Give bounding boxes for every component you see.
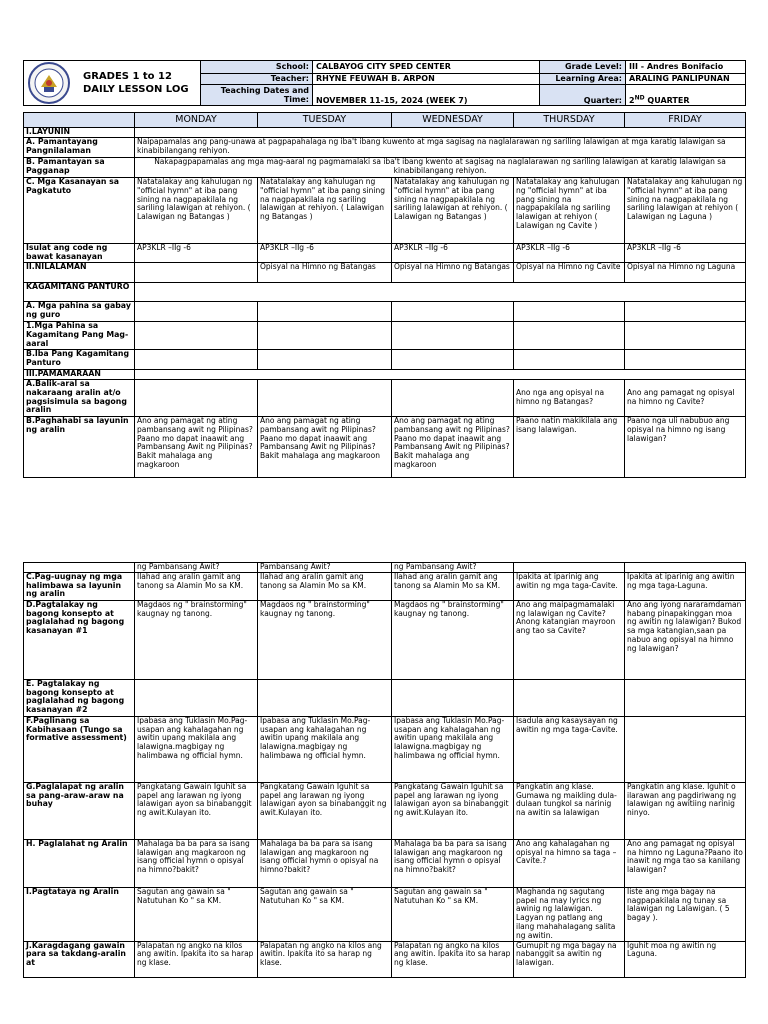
kasanayan-wednesday: Natatalakay ang kahulugan ng "official hymn" at iba pang sining na nagpapakilala ng sariling lalawigan at rehiyon. ( Lalawigan ng Batangas ) — [392, 178, 514, 244]
row-label-paglinang: F.Paglinang sa Kabihasaan (Tungo sa formative assessment) — [24, 716, 135, 782]
title-line-2: DAILY LESSON LOG — [83, 84, 189, 95]
balik-aral-wednesday — [392, 380, 514, 417]
pahina-monday — [135, 322, 258, 350]
pagtalakay-2-tuesday — [258, 679, 392, 716]
pahina-tuesday — [258, 322, 392, 350]
paglalahat-thursday: Ano ang kahalagahan ng opisyal na himno sa taga –Cavite.? — [514, 839, 625, 887]
quarter-word: QUARTER — [647, 96, 690, 105]
karagdagang-monday: Palapatan ng angko na kilos ang awitin. Ipakita ito sa harap ng klase. — [135, 941, 258, 977]
row-label-iba-pang-kagamitan: B.Iba Pang Kagamitang Panturo — [24, 350, 135, 370]
corner-cell — [24, 113, 135, 128]
continued-friday — [625, 563, 746, 573]
school-label: School: — [201, 61, 313, 74]
row-label-pagtataya: I.Pagtataya ng Aralin — [24, 887, 135, 941]
lesson-log-page-2 — [23, 562, 745, 978]
nilalaman-monday — [135, 263, 258, 283]
row-label-pagtalakay-1: D.Pagtalakay ng bagong konsepto at paglalahad ng bagong kasanayan #1 — [24, 600, 135, 679]
lesson-log-page-1 — [23, 60, 745, 478]
pagtataya-friday: Iiste ang mga bagay na nagpapakilala ng tunay sa lalawigan ng Lalawigan. ( 5 bagay ). — [625, 887, 746, 941]
paghahabi-thursday: Paano natin makikilala ang isang lalawigan. — [514, 417, 625, 478]
row-label-kasanayan: C. Mga Kasanayan sa Pagkatuto — [24, 178, 135, 244]
pagtataya-wednesday: Sagutan ang gawain sa " Natutuhan Ko " sa KM. — [392, 887, 514, 941]
karagdagang-wednesday: Palapatan ng angko na kilos ang awitin. Ipakita ito sa harap ng klase. — [392, 941, 514, 977]
row-label-pag-uugnay: C.Pag-uugnay ng mga halimbawa sa layunin ng aralin — [24, 572, 135, 600]
paghahabi-friday: Paano nga uli nabubuo ang opisyal na himno ng isang lalawigan? — [625, 417, 746, 478]
title-line-1: GRADES 1 to 12 — [83, 71, 172, 82]
quarter-value — [626, 85, 746, 106]
row-label-paghahabi: B.Paghahabi sa layunin ng aralin — [24, 417, 135, 478]
section-layunin: I.LAYUNIN — [24, 128, 135, 138]
row-label-paglalahat: H. Paglalahat ng Aralin — [24, 839, 135, 887]
row-label-balik-aral: A.Balik-aral sa nakaraang aralin at/o pagsisimula sa bagong aralin — [24, 380, 135, 417]
lesson-table-part-2 — [23, 562, 746, 978]
paglinang-tuesday: Ipabasa ang Tuklasin Mo.Pag-usapan ang kahalagahan ng awitin upang makilala ang lalawigna.magbigay ng halimbawa ng official hymn. — [258, 716, 392, 782]
gabay-monday — [135, 302, 258, 322]
row-label-kagamitang-pang-mag-aaral: 1.Mga Pahina sa Kagamitang Pang Mag-aaral — [24, 322, 135, 350]
layunin-empty — [135, 128, 746, 138]
continued-thursday — [514, 563, 625, 573]
kasanayan-friday: Natatalakay ang kahulugan ng "official hymn" at iba pang sining na nagpapakilala ng sariling lalawigan at rehiyon ( Lalawigan ng Laguna ) — [625, 178, 746, 244]
karagdagang-friday: Iguhit moa ng awitin ng Laguna. — [625, 941, 746, 977]
paglalapat-friday: Pangkatin ang klase. Iguhit o ilarawan ang pagdiriwang ng lalawigan ng awitiing narinig ninyo. — [625, 782, 746, 839]
pag-uugnay-thursday: Ipakita at iparinig ang awitin ng mga taga-Cavite. — [514, 572, 625, 600]
deped-seal-icon — [27, 61, 71, 105]
grade-value: III - Andres Bonifacio — [626, 61, 746, 74]
pagtalakay-2-monday — [135, 679, 258, 716]
row-label-pagtalakay-2: E. Pagtalakay ng bagong konsepto at paglalahad ng bagong kasanayan #2 — [24, 679, 135, 716]
row-label-nilalaman: II.NILALAMAN — [24, 263, 135, 283]
paglinang-thursday: Isadula ang kasaysayan ng awitin ng mga taga-Cavite. — [514, 716, 625, 782]
header-title-cell — [24, 61, 201, 106]
pamamaraan-empty — [135, 370, 746, 380]
continued-monday: ng Pambansang Awit? — [135, 563, 258, 573]
code-tuesday: AP3KLR –IIg -6 — [258, 244, 392, 263]
gabay-tuesday — [258, 302, 392, 322]
continued-label — [24, 563, 135, 573]
day-header-thursday: THURSDAY — [514, 113, 625, 128]
paglalapat-monday: Pangkatang Gawain Iguhit sa papel ang larawan ng iyong lalawigan ayon sa binabanggit ng awit.Kulayan ito. — [135, 782, 258, 839]
nilalaman-thursday: Opisyal na Himno ng Cavite — [514, 263, 625, 283]
area-label: Learning Area: — [540, 73, 626, 85]
row-label-gabay-ng-guro: A. Mga pahina sa gabay ng guro — [24, 302, 135, 322]
kagamitang-panturo-empty — [135, 283, 746, 302]
code-friday: AP3KLR –IIg -6 — [625, 244, 746, 263]
balik-aral-tuesday — [258, 380, 392, 417]
gabay-wednesday — [392, 302, 514, 322]
iba-tuesday — [258, 350, 392, 370]
quarter-label: Quarter: — [540, 85, 626, 106]
day-header-monday: MONDAY — [135, 113, 258, 128]
row-label-pamantayang-pangnilalaman: A. Pamantayang Pangnilalaman — [24, 138, 135, 158]
row-label-kagamitang-panturo: KAGAMITANG PANTURO — [24, 283, 135, 302]
paglalapat-tuesday: Pangkatang Gawain Iguhit sa papel ang larawan ng iyong lalawigan ayon sa binabanggit ng awit.Kulayan ito. — [258, 782, 392, 839]
iba-monday — [135, 350, 258, 370]
pagtalakay-1-thursday: Ano ang maipagmamalaki ng lalawigan ng Cavite? Anong katangian mayroon ang tao sa Cavite? — [514, 600, 625, 679]
iba-friday — [625, 350, 746, 370]
pagtalakay-2-wednesday — [392, 679, 514, 716]
continued-wednesday: ng Pambansang Awit? — [392, 563, 514, 573]
day-header-friday: FRIDAY — [625, 113, 746, 128]
paghahabi-tuesday: Ano ang pamagat ng ating pambansang awit ng Pilipinas? Paano mo dapat inaawit ang Pambansang Awit ng Pilipinas? Bakit mahalaga ang magkaroon — [258, 417, 392, 478]
paglalahat-friday: Ano ang pamagat ng opisyal na himno ng Laguna?Paano ito inawit ng mga tao sa kanilang lalawigan? — [625, 839, 746, 887]
code-wednesday: AP3KLR –IIg -6 — [392, 244, 514, 263]
iba-thursday — [514, 350, 625, 370]
nilalaman-friday: Opisyal na Himno ng Laguna — [625, 263, 746, 283]
teacher-value: RHYNE FEUWAH B. ARPON — [313, 73, 540, 85]
code-monday: AP3KLR –IIg -6 — [135, 244, 258, 263]
code-thursday: AP3KLR –IIg -6 — [514, 244, 625, 263]
pagtalakay-1-wednesday: Magdaos ng " brainstorming" kaugnay ng tanong. — [392, 600, 514, 679]
dates-label-line-2: Time: — [283, 95, 309, 105]
karagdagang-tuesday: Palapatan ng angko na kilos ang awitin. Ipakita ito sa harap ng klase. — [258, 941, 392, 977]
day-header-wednesday: WEDNESDAY — [392, 113, 514, 128]
school-value: CALBAYOG CITY SPED CENTER — [313, 61, 540, 74]
iba-wednesday — [392, 350, 514, 370]
teacher-label: Teacher: — [201, 73, 313, 85]
day-header-tuesday: TUESDAY — [258, 113, 392, 128]
quarter-suffix: ND — [634, 94, 645, 102]
paglalahat-wednesday: Mahalaga ba ba para sa isang lalawigan ang magkaroon ng isang official hymn o opisyal na himno?bakit? — [392, 839, 514, 887]
paglinang-friday — [625, 716, 746, 782]
row-label-code: Isulat ang code ng bawat kasanayan — [24, 244, 135, 263]
pagtalakay-1-tuesday: Magdaos ng " brainstorming" kaugnay ng tanong. — [258, 600, 392, 679]
pagtalakay-1-monday: Magdaos ng " brainstorming" kaugnay ng tanong. — [135, 600, 258, 679]
kasanayan-tuesday: Natatalakay ang kahulugan ng "official hymn" at iba pang sining na nagpapakilala ng sariling lalawigan at rehiyon. ( Lalawigan ng Batangas ) — [258, 178, 392, 244]
pahina-wednesday — [392, 322, 514, 350]
gabay-friday — [625, 302, 746, 322]
paghahabi-monday: Ano ang pamagat ng ating pambansang awit ng Pilipinas? Paano mo dapat inaawit ang Pambansang Awit ng Pilipinas? Bakit mahalaga ang magkaroon — [135, 417, 258, 478]
paghahabi-wednesday: Ano ang pamagat ng ating pambansang awit ng Pilipinas? Paano mo dapat inaawit ang Pambansang Awit ng Pilipinas? Bakit mahalaga ang magkaroon — [392, 417, 514, 478]
pagtalakay-2-thursday — [514, 679, 625, 716]
pag-uugnay-tuesday: Ilahad ang aralin gamit ang tanong sa Alamin Mo sa KM. — [258, 572, 392, 600]
balik-aral-friday: Ano ang pamagat ng opisyal na himno ng Cavite? — [625, 380, 746, 417]
row-label-paglalapat: G.Paglalapat ng aralin sa pang-araw-araw na buhay — [24, 782, 135, 839]
pagtataya-thursday: Maghanda ng sagutang papel na may lyrics ng awinig ng lalawigan. Lagyan ng patlang ang ilang mahahalagang salita ng awitin. — [514, 887, 625, 941]
balik-aral-monday — [135, 380, 258, 417]
kasanayan-thursday: Natatalakay ang kahulugan ng "official hymn" at iba pang sining na nagpapakilala ng sariling lalawigan at rehiyon ( Lalawigan ng Cavite ) — [514, 178, 625, 244]
quarter-number: 2 — [629, 96, 635, 105]
section-pamamaraan: III.PAMAMARAAN — [24, 370, 135, 380]
lesson-table-part-1 — [23, 112, 746, 478]
dates-value: NOVEMBER 11-15, 2024 (WEEK 7) — [313, 85, 540, 106]
pag-uugnay-friday: Ipakita at iparinig ang awitin ng mga taga-Laguna. — [625, 572, 746, 600]
pag-uugnay-wednesday: Ilahad ang aralin gamit ang tanong sa Alamin Mo sa KM. — [392, 572, 514, 600]
nilalaman-wednesday: Opisyal na Himno ng Batangas — [392, 263, 514, 283]
pagtalakay-2-friday — [625, 679, 746, 716]
row-label-karagdagang-gawain: J.Karagdagang gawain para sa takdang-aralin at — [24, 941, 135, 977]
pamantayan-sa-pagganap-text: Nakapagpapamalas ang mga mag-aaral ng pagmamalaki sa iba't ibang kwento at sagisag na naglalarawan ng sariling lalawigan at karatig lalawigan sa kinabibilangang rehiyon. — [135, 158, 746, 178]
nilalaman-tuesday: Opisyal na Himno ng Batangas — [258, 263, 392, 283]
paglalahat-monday: Mahalaga ba ba para sa isang lalawigan ang magkaroon ng isang official hymn o opisyal na himno?bakit? — [135, 839, 258, 887]
grade-label: Grade Level: — [540, 61, 626, 74]
paglalapat-wednesday: Pangkatang Gawain Iguhit sa papel ang larawan ng iyong lalawigan ayon sa binabanggit ng awit.Kulayan ito. — [392, 782, 514, 839]
paglinang-monday: Ipabasa ang Tuklasin Mo.Pag-usapan ang kahalagahan ng awitin upang makilala ang lalawigna.magbigay ng halimbawa ng official hymn. — [135, 716, 258, 782]
paglalahat-tuesday: Mahalaga ba ba para sa isang lalawigan ang magkaroon ng isang official hymn o opisyal na himno?bakit? — [258, 839, 392, 887]
pag-uugnay-monday: Ilahad ang aralin gamit ang tanong sa Alamin Mo sa KM. — [135, 572, 258, 600]
dates-label — [201, 85, 313, 106]
continued-tuesday: Pambansang Awit? — [258, 563, 392, 573]
area-value: ARALING PANLIPUNAN — [626, 73, 746, 85]
karagdagang-thursday: Gumupit ng mga bagay na nabanggit sa awitin ng lalawigan. — [514, 941, 625, 977]
pamantayang-pangnilalaman-text: Naipapamalas ang pang-unawa at pagpapahalaga ng iba't ibang kuwento at mga sagisag na naglalarawan ng sariling lalawigan at mga karatig lalawigan sa kinabibilangang rehiyon. — [135, 138, 746, 158]
paglinang-wednesday: Ipabasa ang Tuklasin Mo.Pag-usapan ang kahalagahan ng awitin upang makilala ang lalawigna.magbigay ng halimbawa ng official hymn. — [392, 716, 514, 782]
dates-label-line-1: Teaching Dates and — [220, 86, 309, 96]
balik-aral-thursday: Ano nga ang opisyal na himno ng Batangas? — [514, 380, 625, 417]
pagtalakay-1-friday: Ano ang iyong nararamdaman habang pinapakinggan moa ng awitin ng lalawigan? Bukod sa mga katangian,saan pa nabuo ang opisyal na himno ng lalawigan? — [625, 600, 746, 679]
pagtataya-tuesday: Sagutan ang gawain sa " Natutuhan Ko " sa KM. — [258, 887, 392, 941]
pagtataya-monday: Sagutan ang gawain sa " Natutuhan Ko " sa KM. — [135, 887, 258, 941]
header-table — [23, 60, 746, 106]
pahina-friday — [625, 322, 746, 350]
paglalapat-thursday: Pangkatin ang klase. Gumawa ng maikling dula-dulaan tungkol sa narinig na awitin sa lalawigan — [514, 782, 625, 839]
pahina-thursday — [514, 322, 625, 350]
kasanayan-monday: Natatalakay ang kahulugan ng "official hymn" at iba pang sining na nagpapakilala ng sariling lalawigan at rehiyon. ( Lalawigan ng Batangas ) — [135, 178, 258, 244]
row-label-pamantayan-sa-pagganap: B. Pamantayan sa Pagganap — [24, 158, 135, 178]
gabay-thursday — [514, 302, 625, 322]
